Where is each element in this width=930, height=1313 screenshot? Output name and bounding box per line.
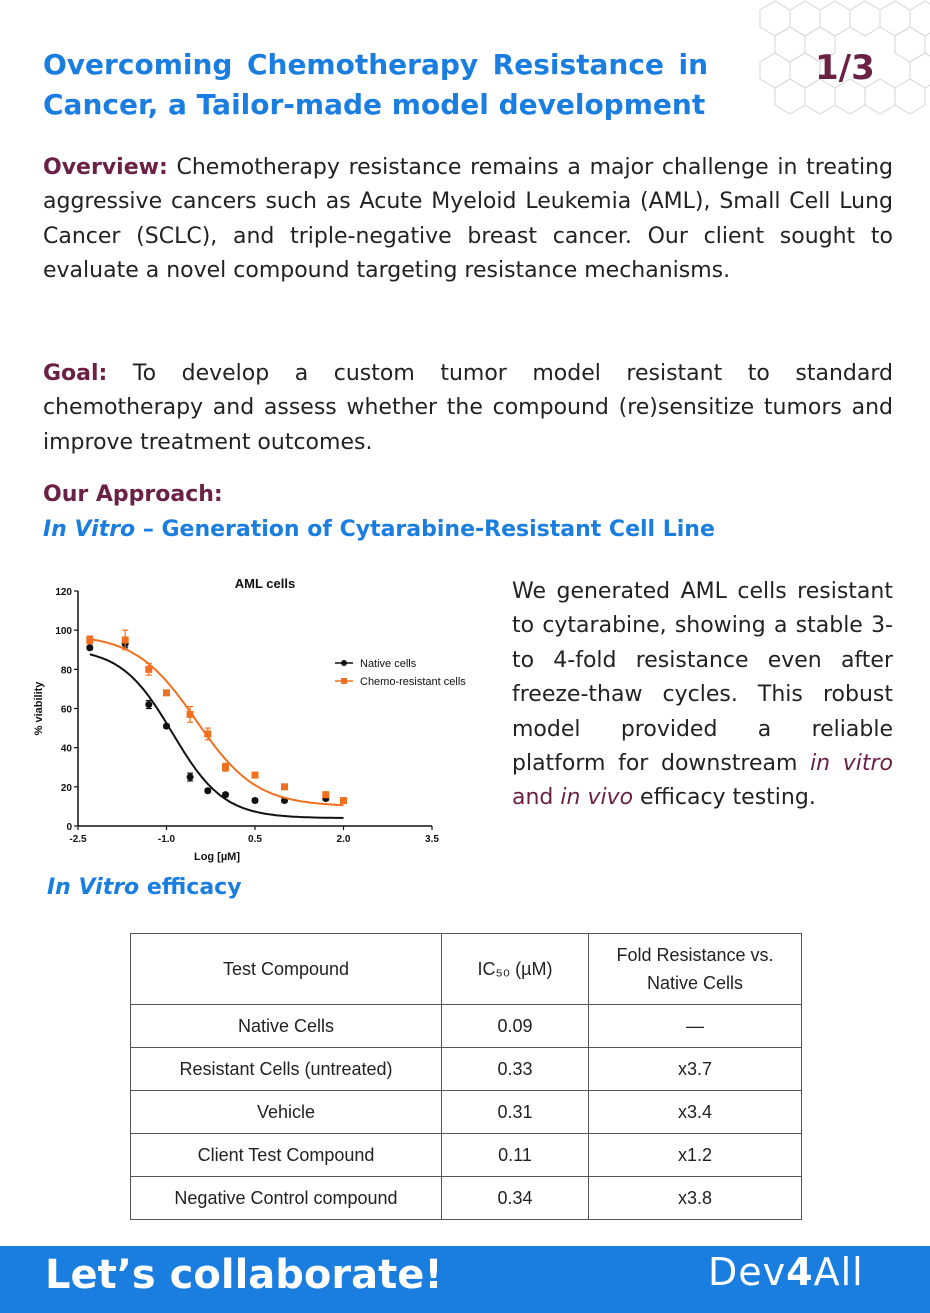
- page-title: [43, 45, 708, 125]
- cell-compound: Vehicle: [131, 1091, 442, 1134]
- cell-ic50: 0.34: [442, 1177, 589, 1220]
- table-row: [131, 1177, 802, 1220]
- x-tick-label: -2.5: [69, 834, 87, 845]
- data-point-resistant: [340, 797, 347, 804]
- goal-paragraph: [43, 357, 893, 460]
- x-tick-label: 3.5: [425, 834, 439, 845]
- legend-label: Native cells: [360, 658, 417, 670]
- x-tick-label: 0.5: [248, 834, 262, 845]
- overview-text: Chemotherapy resistance remains a major challenge in treating aggressive cancers such as Acute Myeloid Leukemia (AML), Small Cell Lung Cancer (SCLC), and triple-negative breast cancer. Our client sought to evaluate a novel compound targeting resistance mechanisms.: [43, 155, 893, 284]
- data-point-resistant: [252, 772, 259, 779]
- footer-banner: [0, 1246, 930, 1313]
- overview-label: Overview:: [43, 155, 168, 180]
- x-tick-label: -1.0: [157, 834, 176, 845]
- data-point-resistant: [145, 666, 152, 673]
- fit-curve-native: [90, 654, 344, 818]
- side-text-2: efficacy testing.: [633, 785, 816, 811]
- cell-fold: x3.8: [589, 1177, 802, 1220]
- legend-marker-resistant: [341, 678, 347, 684]
- y-axis-label: % viability: [33, 681, 45, 736]
- data-point-resistant: [122, 636, 129, 643]
- viability-chart-svg: [30, 568, 500, 868]
- data-point-resistant: [222, 764, 229, 771]
- logo-all: All: [813, 1250, 864, 1294]
- dev4all-logo: [708, 1250, 864, 1294]
- table-header-row: [131, 934, 802, 1005]
- cell-ic50: 0.31: [442, 1091, 589, 1134]
- y-tick-label: 20: [60, 782, 72, 794]
- data-point-resistant: [86, 636, 93, 643]
- efficacy-heading: [47, 875, 242, 900]
- cell-compound: Native Cells: [131, 1005, 442, 1048]
- subheading-italic: In Vitro: [43, 517, 136, 542]
- table-row: [131, 1048, 802, 1091]
- title-line-1: Overcoming Chemotherapy Resistance in: [43, 48, 708, 81]
- y-tick-label: 80: [60, 665, 72, 677]
- x-tick-label: 2.0: [336, 834, 351, 845]
- header-test-compound: Test Compound: [131, 934, 442, 1005]
- header-fold-line1: Fold Resistance vs.: [616, 945, 774, 965]
- cell-ic50: 0.09: [442, 1005, 589, 1048]
- data-point-resistant: [163, 689, 170, 696]
- header-ic50: IC₅₀ (µM): [442, 934, 589, 1005]
- goal-label: Goal:: [43, 361, 108, 386]
- efficacy-italic: In Vitro: [47, 875, 140, 900]
- side-in-vitro: in vitro: [810, 751, 894, 777]
- data-point-resistant: [322, 791, 329, 798]
- cell-ic50: 0.11: [442, 1134, 589, 1177]
- approach-description: [512, 575, 893, 816]
- ic50-table: [130, 933, 802, 1220]
- goal-text: To develop a custom tumor model resistant to standard chemotherapy and assess whether the compound (re)sensitize tumors and improve treatment outcomes.: [43, 361, 893, 455]
- y-tick-label: 0: [66, 822, 72, 833]
- legend-marker-native: [341, 660, 347, 666]
- y-tick-label: 60: [60, 704, 72, 716]
- data-point-native: [86, 644, 93, 651]
- data-point-native: [163, 723, 170, 730]
- y-tick-label: 100: [55, 626, 72, 638]
- fit-curve-resistant: [90, 639, 344, 805]
- data-point-resistant: [281, 783, 288, 790]
- cell-fold: —: [589, 1005, 802, 1048]
- subheading-rest: – Generation of Cytarabine-Resistant Cell Line: [135, 517, 715, 542]
- cell-fold: x3.7: [589, 1048, 802, 1091]
- in-vitro-subheading: [43, 517, 715, 542]
- header-fold-line2: Native Cells: [646, 973, 744, 993]
- legend-label: Chemo-resistant cells: [360, 676, 466, 688]
- side-text-1: We generated AML cells resistant to cytarabine, showing a stable 3- to 4-fold resistance even after freeze-thaw cycles. This robust model provided a reliable platform for downstream: [512, 579, 893, 777]
- data-point-resistant: [204, 730, 211, 737]
- efficacy-rest: efficacy: [139, 875, 242, 900]
- chart-title: AML cells: [234, 576, 296, 591]
- overview-paragraph: [43, 151, 893, 289]
- header-fold-resistance: [589, 934, 802, 1005]
- cell-fold: x3.4: [589, 1091, 802, 1134]
- cell-ic50: 0.33: [442, 1048, 589, 1091]
- side-in-vivo: in vivo: [560, 785, 634, 811]
- page-number: 1/3: [815, 48, 875, 88]
- cell-compound: Negative Control compound: [131, 1177, 442, 1220]
- footer-cta[interactable]: Let’s collaborate!: [45, 1252, 443, 1298]
- title-line-2: Cancer, a Tailor-made model development: [43, 88, 706, 121]
- data-point-resistant: [187, 711, 194, 718]
- data-point-native: [222, 791, 229, 798]
- cell-compound: Resistant Cells (untreated): [131, 1048, 442, 1091]
- table-row: [131, 1134, 802, 1177]
- cell-compound: Client Test Compound: [131, 1134, 442, 1177]
- y-tick-label: 120: [55, 587, 72, 598]
- viability-chart: [30, 568, 500, 868]
- logo-dev: Dev: [708, 1250, 787, 1294]
- table-row: [131, 1005, 802, 1048]
- data-point-native: [187, 774, 194, 781]
- approach-heading: Our Approach:: [43, 482, 223, 507]
- side-and: and: [512, 785, 561, 811]
- x-axis-label: Log [µM]: [193, 851, 241, 863]
- y-tick-label: 40: [60, 743, 72, 755]
- data-point-native: [145, 701, 152, 708]
- cell-fold: x1.2: [589, 1134, 802, 1177]
- data-point-native: [204, 787, 211, 794]
- table-row: [131, 1091, 802, 1134]
- logo-4: 4: [786, 1250, 814, 1294]
- data-point-native: [252, 797, 259, 804]
